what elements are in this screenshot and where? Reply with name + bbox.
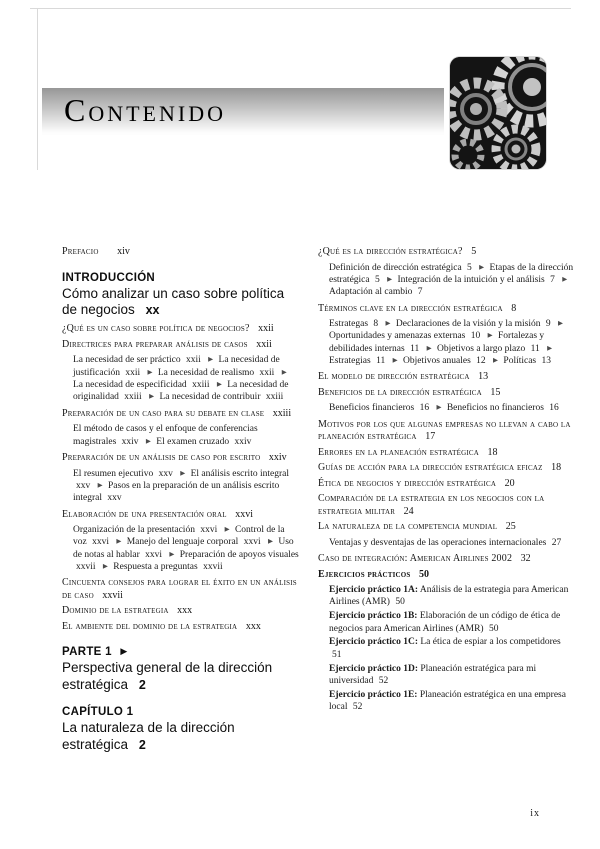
toc-subentries [73, 423, 300, 448]
triangle-bullet-icon: ▶ [562, 275, 568, 283]
toc-subentries [73, 524, 300, 573]
toc-entry [62, 323, 300, 336]
triangle-bullet-icon: ▶ [102, 563, 108, 571]
toc-entry [62, 605, 300, 618]
page-number: 2 [138, 737, 146, 752]
page-number: 50 [419, 568, 430, 580]
triangle-bullet-icon: ▶ [479, 263, 485, 271]
gears-photo [450, 57, 546, 169]
exercise-item [329, 663, 574, 688]
triangle-bullet-icon: ▶ [169, 550, 175, 558]
page-number: xiv [117, 246, 130, 257]
subentry-label: Adaptación al cambio [329, 287, 413, 298]
page-number: 5 [471, 246, 477, 257]
subentry-label: La necesidad de realismo [157, 367, 255, 378]
toc-entry [318, 246, 574, 259]
exercise-item [329, 610, 574, 635]
toc-entry [318, 387, 574, 400]
subentry-label: Declaraciones de la visión y la misión [395, 319, 541, 330]
exercise-list [329, 584, 574, 713]
toc-entry [62, 452, 300, 465]
triangle-bullet-icon: ▶ [426, 344, 432, 352]
entry-label: La naturaleza de la competencia mundial [318, 521, 498, 533]
exercise-item [329, 636, 574, 661]
exercise-text: La ética de espiar a los competidores [420, 637, 561, 648]
toc-entry [318, 303, 574, 316]
entry-label: Beneficios de la dirección estratégica [318, 386, 482, 398]
subentry-label: La necesidad de ser práctico [73, 355, 181, 366]
subtitle-text: Perspectiva general de la dirección estratégica [62, 660, 273, 692]
part-heading [62, 646, 300, 658]
chapter-heading [62, 706, 300, 718]
entry-label: El ambiente del dominio de la estrategia [62, 620, 238, 632]
page-number: 27 [551, 537, 562, 548]
toc-left-column [62, 243, 300, 758]
subentry-label: El análisis escrito integral [190, 468, 289, 479]
toc-subentries [329, 402, 574, 414]
section-heading [62, 272, 300, 284]
toc-entry [62, 339, 300, 352]
page-number: 9 [545, 319, 551, 330]
subentry-label: El método de casos y el enfoque de conferencias magistrales [73, 424, 258, 447]
toc-entry [62, 509, 300, 522]
toc-subtitle [62, 660, 300, 693]
entry-label: Errores en la planeación estratégica [318, 446, 479, 458]
subentry-label: Estrategas [329, 319, 369, 330]
toc-subentries [73, 468, 300, 505]
subentry-label: Definición de dirección estratégica [329, 262, 462, 273]
entry-label: Prefacio [62, 246, 99, 257]
page-number: 25 [505, 521, 516, 533]
page-number: 10 [470, 331, 481, 342]
page-number: 15 [490, 386, 501, 398]
page-number: 24 [403, 505, 414, 517]
toc-entry [318, 371, 574, 384]
triangle-bullet-icon: ▶ [436, 404, 442, 412]
page-number: xxiv [268, 452, 287, 463]
toc-entry [318, 521, 574, 534]
page-number: 52 [378, 676, 389, 686]
subentry-label: Objetivos a largo plazo [437, 343, 526, 354]
subtitle-text: La naturaleza de la dirección estratégica [62, 720, 235, 752]
subentry-label: Control de la voz [73, 525, 285, 548]
entry-label: Cincuenta consejos para lograr el éxito en un análisis de caso [62, 577, 297, 601]
triangle-bullet-icon: ▶ [116, 538, 122, 546]
subentry-label: Beneficios no financieros [446, 403, 544, 414]
toc-subtitle [62, 720, 300, 753]
triangle-bullet-icon: ▶ [224, 526, 230, 534]
page-number: 11 [410, 343, 420, 354]
page-number: 7 [417, 287, 423, 298]
page-number: 52 [352, 702, 363, 713]
triangle-bullet-icon: ▶ [97, 481, 103, 489]
subentry-label: La necesidad de originalidad [73, 380, 289, 403]
exercise-label: Ejercicio práctico 1C: [329, 637, 418, 648]
subentry-label: La necesidad de justificación [73, 355, 280, 378]
page-title [64, 92, 226, 129]
subentry-label: Políticas [503, 356, 537, 367]
exercise-label: Ejercicio práctico 1E: [329, 689, 418, 700]
subentry-label: Oportunidades y amenazas externas [329, 331, 466, 342]
toc-right-column [318, 243, 574, 758]
scan-line-left [37, 8, 38, 170]
subentry-label: Beneficios financieros [329, 403, 415, 414]
toc-entry [318, 447, 574, 460]
toc-subentries [329, 262, 574, 299]
page-title-rest: ONTENIDO [88, 101, 226, 126]
subentry-label: Estrategias [329, 356, 371, 367]
triangle-bullet-icon: ▶ [392, 357, 398, 365]
entry-label: Caso de integración: American Airlines 2002 [318, 553, 513, 565]
toc-entry [318, 569, 574, 582]
page-number: xxvi [92, 537, 109, 548]
toc-entry [62, 246, 300, 259]
page-number: xxii [185, 355, 201, 366]
entry-label: Directrices para preparar análisis de casos [62, 338, 248, 350]
toc-entry [318, 478, 574, 491]
triangle-bullet-icon: ▶ [267, 538, 273, 546]
subentry-label: Etapas de la dirección estratégica [329, 262, 574, 285]
page-number: 2 [138, 677, 146, 692]
subentry-label: El resumen ejecutivo [73, 468, 154, 479]
page-number: 51 [332, 649, 342, 660]
subentry-label: Objetivos anuales [402, 356, 471, 367]
page-number: 12 [476, 356, 486, 367]
entry-label: Preparación de un caso para su debate en clase [62, 407, 265, 419]
page-number: xx [145, 302, 160, 317]
page-title-initial: C [64, 92, 89, 128]
triangle-bullet-icon: ▶ [558, 320, 563, 328]
toc-columns [62, 243, 574, 758]
page-number: 18 [487, 446, 498, 458]
page-number: 8 [511, 302, 517, 314]
subentry-label: Manejo del lenguaje corporal [126, 537, 239, 548]
subentry-label: La necesidad de contribuir [159, 392, 261, 403]
heading-label: PARTE 1 [62, 646, 112, 659]
triangle-bullet-icon: ▶ [493, 357, 499, 365]
subtitle-text: Cómo analizar un caso sobre política de negocios [62, 285, 285, 317]
page-number: 13 [541, 356, 552, 367]
heading-label: CAPÍTULO 1 [62, 706, 134, 719]
scan-line-top [30, 8, 571, 9]
entry-label: ¿Qué es un caso sobre política de negocios? [62, 323, 250, 335]
page-number: 8 [373, 319, 379, 330]
subentry-label: Respuesta a preguntas [113, 562, 198, 573]
page-number: xxvi [200, 525, 218, 536]
heading-label: INTRODUCCIÓN [62, 271, 156, 284]
exercise-text: Planeación estratégica en una empresa local [329, 689, 566, 713]
page-number: 20 [504, 477, 515, 489]
triangle-bullet-icon: ▶ [145, 437, 151, 445]
exercise-label: Ejercicio práctico 1A: [329, 585, 418, 596]
page-number: xxiii [192, 380, 210, 391]
subentry-label: Pasos en la preparación de un análisis escrito integral [73, 480, 280, 504]
entry-label: Elaboración de una presentación oral [62, 508, 227, 520]
exercise-item [329, 584, 574, 609]
page-number: 13 [478, 371, 489, 383]
page-number: xxx [177, 605, 193, 617]
page-number: 18 [551, 462, 562, 474]
folio-page-number: ix [530, 808, 540, 819]
entry-label: Guías de acción para la dirección estratégica eficaz [318, 462, 543, 474]
subentry-label: Fortalezas y debilidades internas [329, 331, 545, 354]
entry-label: Ejercicios prácticos [318, 568, 411, 580]
exercise-label: Ejercicio práctico 1B: [329, 611, 418, 622]
triangle-arrow-icon: ▶ [120, 646, 128, 657]
page-number: xxvii [76, 562, 96, 573]
page-number: xxiii [124, 392, 142, 403]
entry-label: Términos clave en la dirección estratégica [318, 302, 503, 314]
page-number: xxiv [234, 436, 252, 447]
page-number: xxvi [235, 508, 253, 520]
entry-label: Preparación de un análisis de caso por escrito [62, 452, 261, 463]
page-number: 50 [395, 597, 405, 608]
subentry-label: Uso de notas al hablar [73, 537, 294, 560]
page-number: 11 [530, 343, 540, 354]
exercise-item [329, 689, 574, 714]
triangle-bullet-icon: ▶ [180, 469, 186, 477]
page-number: 17 [425, 431, 436, 443]
exercise-text: Análisis de la estrategia para American Airlines (AMR) [329, 585, 569, 608]
page-number: 5 [375, 274, 380, 285]
toc-entry [318, 493, 574, 518]
entry-label: Comparación de la estrategia en los negocios con la estrategia militar [318, 493, 545, 517]
page-number: xxvi [145, 549, 163, 560]
page-number: xxvii [102, 589, 123, 601]
page-number: 50 [488, 623, 499, 634]
gears-image [450, 57, 546, 169]
entry-label: Ética de negocios y dirección estratégica [318, 477, 497, 489]
page-number: xxvii [203, 562, 223, 573]
entry-label: ¿Qué es la dirección estratégica? [318, 246, 463, 257]
page-number: xxii [259, 367, 275, 378]
toc-subentries [329, 318, 574, 367]
page-number: 5 [467, 262, 472, 273]
triangle-bullet-icon: ▶ [487, 332, 493, 340]
toc-subtitle [62, 286, 300, 319]
toc-entry [62, 621, 300, 634]
page-number: xxiv [121, 436, 139, 447]
subentry-label: Ventajas y desventajas de las operaciones internacionales [329, 537, 547, 548]
toc-subentries [73, 354, 300, 403]
page-number: xxiii [272, 407, 292, 419]
entry-label: Motivos por los que algunas empresas no llevan a cabo la planeación estratégica [318, 418, 571, 443]
exercise-text: Planeación estratégica para mi universidad [329, 663, 537, 686]
triangle-bullet-icon: ▶ [208, 356, 214, 364]
triangle-bullet-icon: ▶ [149, 393, 155, 401]
triangle-bullet-icon: ▶ [385, 320, 391, 328]
page-number: xxii [256, 338, 272, 350]
subentry-label: El examen cruzado [156, 436, 230, 447]
entry-label: El modelo de dirección estratégica [318, 371, 470, 383]
page-number: xxv [76, 480, 91, 491]
entry-label: Dominio de la estrategia [62, 605, 169, 617]
page-number: 7 [550, 274, 555, 285]
page-number: xxiii [265, 392, 284, 403]
page-number: 16 [419, 403, 430, 414]
page-number: xxv [158, 468, 173, 479]
toc-entry [62, 577, 300, 602]
triangle-bullet-icon: ▶ [147, 368, 153, 376]
subentry-label: Organización de la presentación [73, 525, 195, 536]
toc-entry [318, 419, 574, 444]
triangle-bullet-icon: ▶ [281, 368, 287, 376]
page-number: xxx [245, 620, 261, 632]
page-number: xxv [107, 493, 122, 504]
exercise-label: Ejercicio práctico 1D: [329, 663, 418, 674]
page-number: xxvi [243, 537, 261, 548]
triangle-bullet-icon: ▶ [547, 344, 553, 352]
subentry-label: Integración de la intuición y el análisis [397, 274, 545, 285]
page-number: 32 [520, 553, 531, 565]
page-number: 11 [376, 356, 386, 367]
toc-entry [318, 553, 574, 566]
toc-entry [318, 462, 574, 475]
page-number: xxii [258, 323, 274, 335]
toc-subentries [329, 537, 574, 549]
page-number: xxii [125, 367, 141, 378]
exercise-text: Elaboración de un código de ética de negocios para American Airlines (AMR) [329, 611, 561, 634]
toc-entry [62, 408, 300, 421]
triangle-bullet-icon: ▶ [387, 275, 393, 283]
page-number: 16 [549, 403, 559, 414]
subentry-label: La necesidad de especificidad [73, 380, 187, 391]
subentry-label: Preparación de apoyos visuales [179, 549, 299, 560]
triangle-bullet-icon: ▶ [216, 381, 222, 389]
